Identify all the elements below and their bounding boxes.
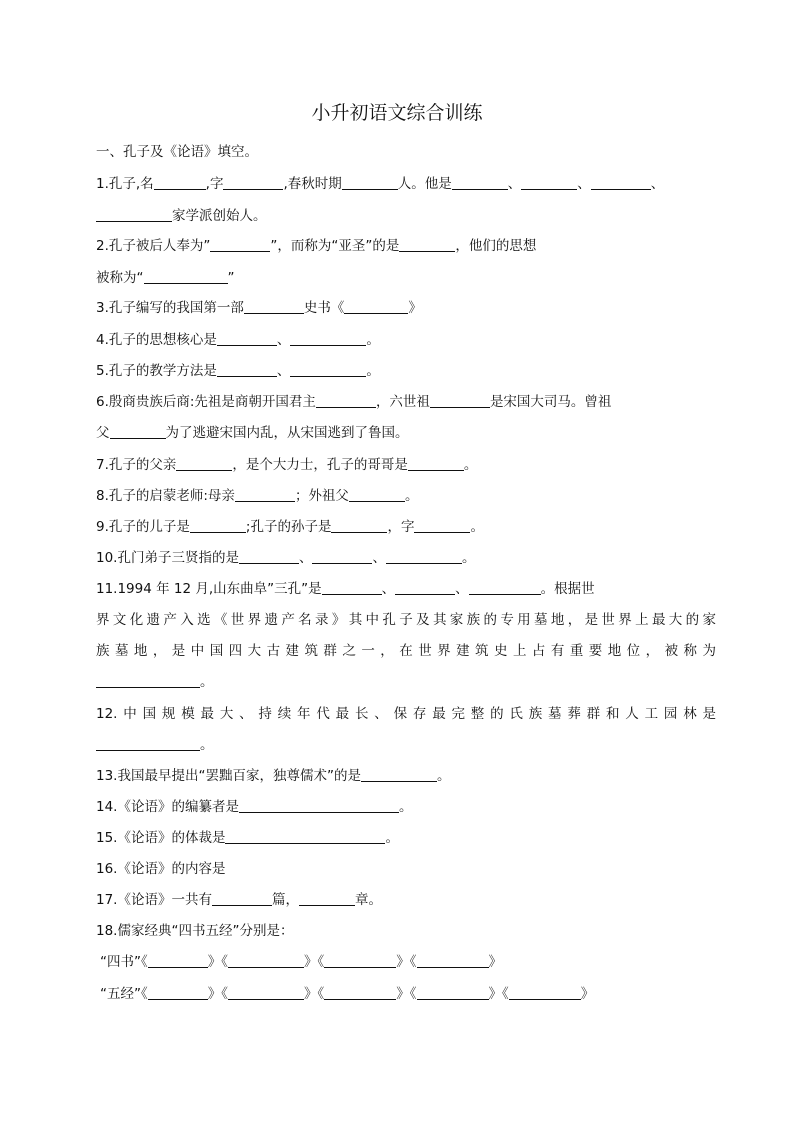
question-1-cont: 家学派创始人。 [96,204,716,224]
question-6-cont: 父 为了逃避宋国内乱，从宋国逃到了鲁国。 [96,425,409,441]
question-5: 5.孔子的教学方法是 、 。 [96,363,380,379]
question-13: 13.我国最早提出“罢黜百家，独尊儒术”的是 。 [96,768,451,784]
answer-blank[interactable] [217,362,277,377]
answer-blank[interactable] [96,207,172,222]
answer-blank[interactable] [322,580,382,595]
question-4: 4.孔子的思想核心是 、 。 [96,332,380,348]
answer-blank[interactable] [210,237,270,252]
answer-blank[interactable] [176,456,232,471]
answer-blank[interactable] [239,798,399,813]
question-18-wujing: “五经”《 》《 》《 》《 》《 》 [100,986,595,1002]
answer-blank[interactable] [399,237,455,252]
question-6: 6.殷商贵族后商:先祖是商朝开国君主 ，六世祖 是宋国大司马。曾祖 [96,394,612,410]
answer-blank[interactable] [408,456,464,471]
answer-blank[interactable] [349,487,405,502]
answer-blank[interactable] [148,953,208,968]
answer-blank[interactable] [148,985,208,1000]
answer-blank[interactable] [110,424,166,439]
answer-blank[interactable] [96,673,200,688]
answer-blank[interactable] [430,393,490,408]
question-11-cont-3: 。 [96,670,716,690]
answer-blank[interactable] [386,549,462,564]
answer-blank[interactable] [395,580,455,595]
question-2-cont: 被称为“ ” [96,270,235,286]
answer-blank[interactable] [324,985,396,1000]
question-14: 14.《论语》的编纂者是 。 [96,799,413,815]
answer-blank[interactable] [316,393,376,408]
answer-blank[interactable] [591,175,651,190]
answer-blank[interactable] [417,953,489,968]
answer-blank[interactable] [235,487,295,502]
question-11-cont-2: 族墓地，是中国四大古建筑群之一，在世界建筑史上占有重要地位，被称为 [96,643,716,659]
question-10: 10.孔门弟子三贤指的是 、 、 。 [96,550,476,566]
answer-blank[interactable] [361,767,437,782]
answer-blank[interactable] [290,362,366,377]
answer-blank[interactable] [521,175,577,190]
answer-blank[interactable] [154,175,206,190]
answer-blank[interactable] [324,953,396,968]
answer-blank[interactable] [417,985,489,1000]
question-8: 8.孔子的启蒙老师:母亲 ；外祖父 。 [96,488,419,504]
page-title: 小升初语文综合训练 [311,102,483,124]
answer-blank[interactable] [223,175,283,190]
answer-blank[interactable] [299,891,355,906]
answer-blank[interactable] [342,175,398,190]
answer-blank[interactable] [244,299,304,314]
question-11: 11.1994 年 12 月,山东曲阜”三孔”是 、 、 。根据世 [96,581,595,597]
question-2: 2.孔子被后人奉为” ”，而称为“亚圣”的是 ，他们的思想 [96,238,537,254]
answer-blank[interactable] [509,985,581,1000]
question-9: 9.孔子的儿子是 ;孔子的孙子是 ，字 。 [96,519,484,535]
question-15: 15.《论语》的体裁是 。 [96,830,399,846]
answer-blank[interactable] [344,299,408,314]
answer-blank[interactable] [469,580,541,595]
question-16: 16.《论语》的内容是 [96,861,226,877]
answer-blank[interactable] [290,331,366,346]
answer-blank[interactable] [212,891,272,906]
answer-blank[interactable] [144,269,228,284]
answer-blank[interactable] [312,549,372,564]
question-1: 1.孔子,名 ,字 ,春秋时期 人。他是 、 、 、 [96,176,665,192]
answer-blank[interactable] [452,175,508,190]
question-12-cont: 。 [96,733,716,753]
question-17: 17.《论语》一共有 篇， 章。 [96,892,382,908]
answer-blank[interactable] [190,518,246,533]
answer-blank[interactable] [225,829,385,844]
question-18: 18.儒家经典“四书五经”分别是： [96,923,294,939]
answer-blank[interactable] [96,736,200,751]
question-18-sishu: “四书”《 》《 》《 》《 》 [100,954,502,970]
question-3: 3.孔子编写的我国第一部 史书《 》 [96,300,422,316]
answer-blank[interactable] [228,953,304,968]
question-7: 7.孔子的父亲 ，是个大力士，孔子的哥哥是 。 [96,457,478,473]
answer-blank[interactable] [228,985,304,1000]
answer-blank[interactable] [239,549,299,564]
answer-blank[interactable] [217,331,277,346]
question-12: 12.中国规模最大、持续年代最长、保存最完整的氏族墓葬群和人工园林是 [96,706,716,722]
section-heading: 一、孔子及《论语》填空。 [96,144,258,160]
answer-blank[interactable] [331,518,387,533]
answer-blank[interactable] [414,518,470,533]
question-11-cont-1: 界文化遗产入选《世界遗产名录》其中孔子及其家族的专用墓地，是世界上最大的家 [96,612,716,628]
